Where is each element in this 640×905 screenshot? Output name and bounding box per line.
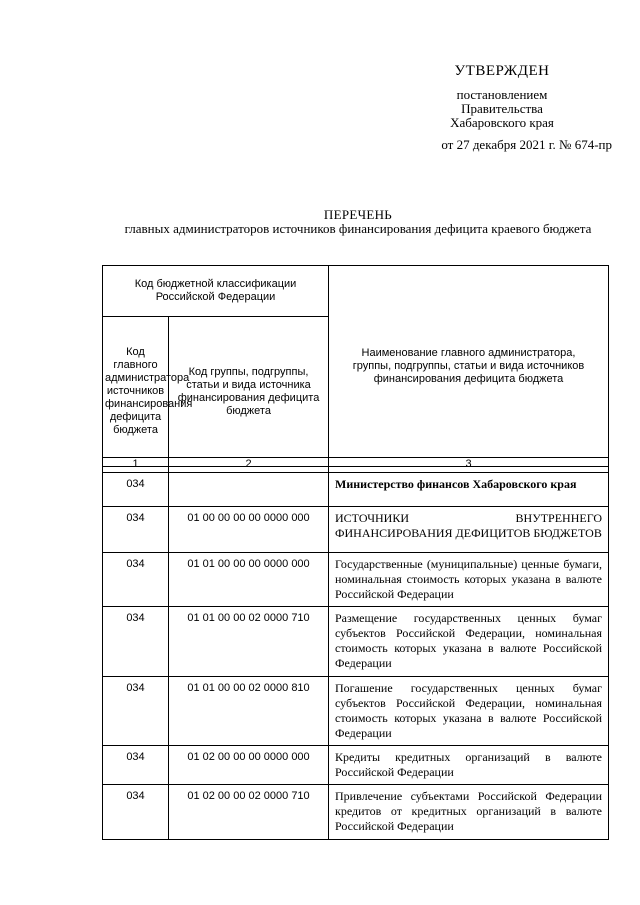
group-code-cell: 01 02 00 00 00 0000 000 <box>169 746 329 785</box>
approval-date-line: от 27 декабря 2021 г. № 674-пр <box>441 137 612 152</box>
approval-block <box>392 62 612 152</box>
name-cell: Кредиты кредитных организаций в валюте Российской Федерации <box>329 746 609 785</box>
name-cell: Погашение государственных ценных бумаг субъектов Российской Федерации, номинальная стоимость которых указана в валюте Российской Федерации <box>329 677 609 746</box>
header-budget-code: Код бюджетной классификации Российской Федерации <box>103 266 329 317</box>
name-cell: Привлечение субъектами Российской Федерации кредитов от кредитных организаций в валюте Российской Федерации <box>329 785 609 840</box>
name-cell: Министерство финансов Хабаровского края <box>329 473 609 507</box>
column-number-row <box>103 458 609 473</box>
approval-line-3: Хабаровского края <box>450 115 554 130</box>
admin-code-cell: 034 <box>103 746 169 785</box>
header-name: Наименование главного администратора, группы, подгруппы, статьи и вида источников финансирования дефицита бюджета <box>329 266 609 467</box>
approval-line-1: постановлением <box>456 87 548 102</box>
table-header <box>102 265 609 467</box>
document-title: ПЕРЕЧЕНЬ <box>323 207 393 222</box>
group-code-cell: 01 01 00 00 02 0000 810 <box>169 677 329 746</box>
table-row <box>103 607 609 677</box>
column-number-2: 2 <box>169 458 329 473</box>
approval-line-2: Правительства <box>461 101 543 116</box>
admin-code-cell: 034 <box>103 553 169 607</box>
admin-code-cell: 034 <box>103 607 169 677</box>
table-row <box>103 677 609 746</box>
group-code-cell: 01 01 00 00 02 0000 710 <box>169 607 329 677</box>
table-row <box>103 473 609 507</box>
admin-code-cell: 034 <box>103 507 169 553</box>
group-code-cell: 01 00 00 00 00 0000 000 <box>169 507 329 553</box>
group-code-cell <box>169 473 329 507</box>
column-number-3: 3 <box>329 458 609 473</box>
admin-code-cell: 034 <box>103 677 169 746</box>
approval-title: УТВЕРЖДЕН <box>454 63 550 79</box>
name-cell: Государственные (муниципальные) ценные бумаги, номинальная стоимость которых указана в валюте Российской Федерации <box>329 553 609 607</box>
name-cell: Размещение государственных ценных бумаг субъектов Российской Федерации, номинальная стоимость которых указана в валюте Российской Федерации <box>329 607 609 677</box>
table-row <box>103 785 609 840</box>
document-subtitle: главных администраторов источников финансирования дефицита краевого бюджета <box>124 221 592 236</box>
header-group-code: Код группы, подгруппы, статьи и вида источника финансирования дефицита бюджета <box>169 317 329 467</box>
name-cell: ИСТОЧНИКИ ВНУТРЕННЕГО ФИНАНСИРОВАНИЯ ДЕФИЦИТОВ БЮДЖЕТОВ <box>329 507 609 553</box>
admin-code-cell: 034 <box>103 473 169 507</box>
column-number-1: 1 <box>103 458 169 473</box>
table-row <box>103 507 609 553</box>
group-code-cell: 01 02 00 00 02 0000 710 <box>169 785 329 840</box>
document-heading <box>100 208 616 236</box>
group-code-cell: 01 01 00 00 00 0000 000 <box>169 553 329 607</box>
data-table <box>102 457 609 840</box>
table-row <box>103 746 609 785</box>
admin-code-cell: 034 <box>103 785 169 840</box>
table-row <box>103 553 609 607</box>
header-admin-code: Код главного администратора источников финансирования дефицита бюджета <box>103 317 169 467</box>
